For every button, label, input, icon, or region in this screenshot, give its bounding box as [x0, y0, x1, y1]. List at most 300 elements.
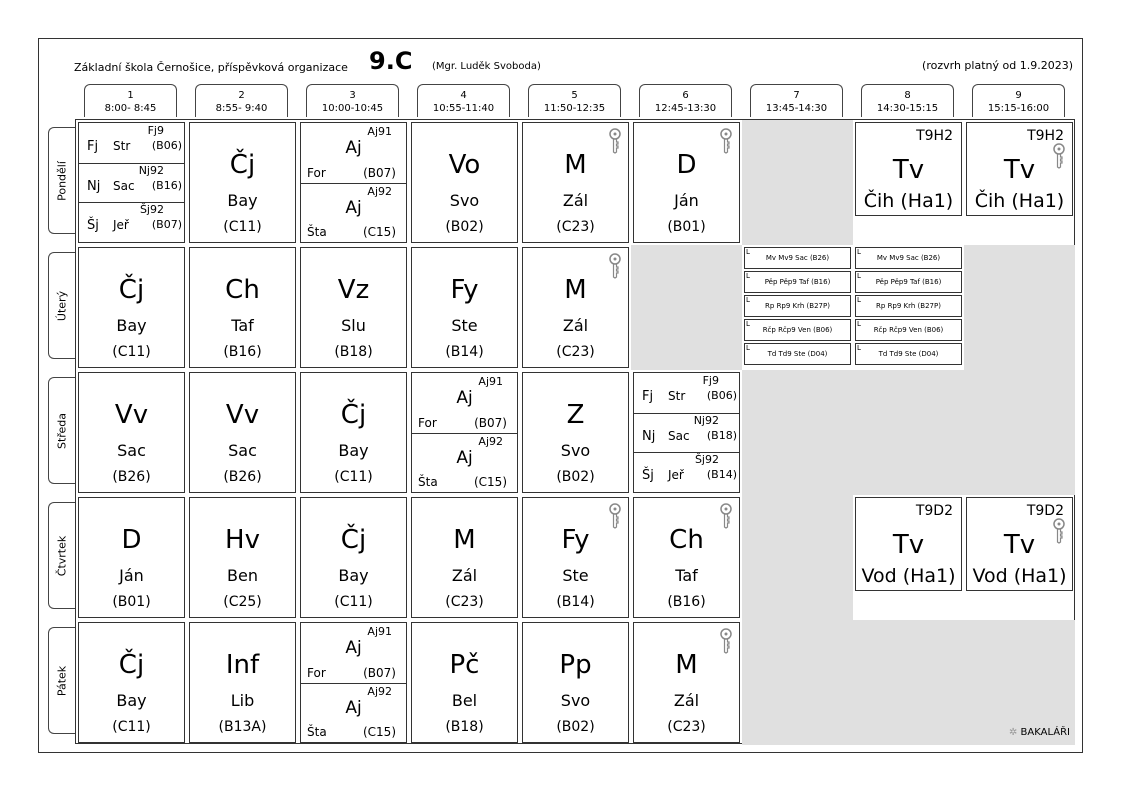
timetable-cell — [298, 120, 409, 245]
lesson-room: (B18) — [445, 719, 484, 735]
lesson-room: (C11) — [112, 719, 151, 735]
group-name: T9H2 — [916, 128, 953, 144]
group-lesson — [301, 623, 406, 684]
school-name: Základní škola Černošice, příspěvková organizace — [74, 61, 348, 74]
group-subject: Fj — [87, 139, 99, 154]
timetable-cell — [187, 245, 298, 370]
period-number: 2 — [238, 90, 245, 101]
lesson-card[interactable] — [633, 122, 740, 243]
timetable-cell — [631, 495, 742, 620]
group-lesson — [79, 202, 184, 242]
lesson-card[interactable] — [411, 622, 518, 743]
timetable-cell — [964, 245, 1075, 370]
bakalari-logo — [1009, 727, 1070, 738]
group-room: (B07) — [363, 165, 396, 180]
group-name: Aj91 — [367, 625, 392, 638]
day-label: Čtvrtek — [55, 535, 69, 576]
lesson-room: (C11) — [223, 219, 262, 235]
day-label: Pátek — [55, 665, 69, 696]
group-teacher: Sac — [113, 178, 135, 193]
lesson-card-tv[interactable] — [966, 497, 1073, 591]
optional-lesson[interactable] — [855, 247, 962, 269]
timetable-cell — [76, 245, 187, 370]
lesson-card-groups[interactable] — [300, 122, 407, 243]
lesson-card[interactable] — [189, 247, 296, 368]
timetable-cell — [742, 245, 853, 370]
lesson-subject: Čj — [118, 275, 145, 305]
day-tab-0 — [48, 127, 75, 234]
lesson-subject: M — [453, 525, 476, 555]
optional-lesson[interactable] — [744, 295, 851, 317]
lesson-card[interactable] — [300, 247, 407, 368]
timetable-cell — [742, 370, 853, 495]
group-name: Aj91 — [367, 125, 392, 138]
group-subject: Nj — [87, 178, 101, 194]
lesson-subject: Inf — [225, 650, 260, 680]
list-marker: L — [746, 248, 750, 256]
lesson-subject: Z — [566, 400, 585, 430]
lesson-teacher: Ján — [119, 566, 144, 585]
timetable-cell — [742, 495, 853, 620]
lesson-card[interactable] — [411, 122, 518, 243]
timetable-cell — [409, 370, 520, 495]
period-number: 1 — [127, 90, 134, 101]
lesson-card[interactable] — [411, 247, 518, 368]
lesson-subject: Čj — [340, 525, 367, 555]
group-subject: Aj — [345, 638, 362, 658]
day-label: Úterý — [55, 290, 69, 321]
group-subject: Šj — [87, 218, 99, 234]
key-icon — [1052, 518, 1066, 544]
period-number: 4 — [460, 90, 467, 101]
group-name: T9D2 — [915, 503, 953, 519]
optional-lesson-text: Mv Mv9 Sac (B26) — [765, 254, 830, 262]
timetable-cell — [853, 495, 964, 620]
group-name: Šj92 — [139, 203, 164, 217]
lesson-subject: Vv — [225, 400, 260, 430]
key-icon — [719, 128, 733, 154]
lesson-subject: Vv — [114, 400, 149, 430]
day-tab-3 — [48, 502, 75, 609]
lesson-teacher: Ste — [562, 566, 589, 585]
day-tab-1 — [48, 252, 75, 359]
list-marker: L — [857, 272, 861, 280]
lesson-teacher: Ján — [674, 191, 699, 210]
lesson-subject: M — [675, 650, 698, 680]
lesson-subject: Čj — [118, 650, 145, 680]
group-teacher: Šta — [307, 725, 327, 739]
group-teacher: Šta — [418, 475, 438, 489]
lesson-card[interactable] — [522, 497, 629, 618]
group-teacher: For — [307, 665, 326, 680]
period-header — [972, 84, 1065, 117]
list-marker: L — [746, 320, 750, 328]
lesson-subject: Tv — [1003, 530, 1036, 560]
lesson-subject: Pč — [449, 650, 480, 680]
group-teacher: Sac — [668, 428, 690, 443]
period-time: 15:15-16:00 — [987, 103, 1050, 114]
period-number: 8 — [904, 90, 911, 101]
period-time: 14:30-15:15 — [876, 103, 939, 114]
group-name: T9D2 — [1026, 503, 1064, 519]
key-icon — [1052, 143, 1066, 169]
timetable-cell — [298, 495, 409, 620]
lesson-teacher: Lib — [230, 691, 255, 710]
lesson-card[interactable] — [522, 247, 629, 368]
group-room: (B16) — [151, 178, 182, 192]
lesson-teacher: Sac — [117, 441, 146, 460]
group-room: (B18) — [706, 428, 737, 442]
group-subject: Aj — [456, 447, 473, 468]
lesson-subject: Čj — [340, 400, 367, 430]
lesson-teacher: Bel — [451, 691, 478, 710]
lesson-subject: Pp — [559, 650, 592, 680]
optional-lessons-list — [855, 247, 962, 367]
lesson-teacher-room: Čih (Ha1) — [863, 190, 954, 212]
group-room: (B07) — [151, 218, 182, 232]
lesson-teacher: Svo — [449, 191, 480, 210]
timetable-cell — [742, 620, 853, 745]
lesson-teacher: Zál — [562, 191, 589, 210]
lesson-subject: Fy — [561, 525, 590, 555]
lesson-subject: Vz — [337, 275, 370, 305]
group-lesson — [79, 123, 184, 164]
timetable-cell — [631, 620, 742, 745]
group-lesson — [634, 452, 739, 492]
group-name: Aj92 — [478, 434, 503, 448]
timetable-cell — [298, 620, 409, 745]
lesson-teacher: Zál — [673, 691, 700, 710]
timetable-cell — [76, 620, 187, 745]
lesson-card[interactable] — [189, 622, 296, 743]
list-marker: L — [857, 320, 861, 328]
group-subject: Fj — [642, 389, 654, 404]
lesson-teacher: Sac — [228, 441, 257, 460]
optional-lesson[interactable] — [855, 271, 962, 293]
group-subject: Aj — [345, 138, 362, 158]
timetable-cell — [520, 370, 631, 495]
timetable-grid — [75, 119, 1075, 744]
timetable-page — [38, 38, 1083, 753]
lesson-card[interactable] — [189, 372, 296, 493]
key-icon — [608, 128, 622, 154]
lesson-card[interactable] — [189, 122, 296, 243]
optional-lesson[interactable] — [855, 319, 962, 341]
lesson-teacher: Slu — [341, 316, 366, 335]
lesson-card[interactable] — [522, 372, 629, 493]
period-time: 8:55- 9:40 — [215, 103, 268, 114]
lesson-room: (B16) — [223, 344, 262, 360]
key-icon — [608, 503, 622, 529]
lesson-card[interactable] — [522, 622, 629, 743]
timetable-cell — [631, 245, 742, 370]
group-lesson — [301, 183, 406, 243]
list-marker: L — [746, 344, 750, 352]
lesson-room: (B16) — [667, 594, 706, 610]
lesson-subject: Tv — [892, 155, 925, 185]
lesson-subject: Tv — [892, 530, 925, 560]
group-lesson — [634, 373, 739, 414]
group-room: (C15) — [362, 725, 396, 739]
lesson-card-tv[interactable] — [855, 122, 962, 216]
lesson-room: (C23) — [667, 719, 706, 735]
optional-lesson[interactable] — [744, 247, 851, 269]
timetable-cell — [964, 370, 1075, 495]
period-number: 6 — [682, 90, 689, 101]
key-icon — [719, 628, 733, 654]
lesson-subject: Tv — [1003, 155, 1036, 185]
day-tab-4 — [48, 627, 75, 734]
lesson-teacher-room: Vod (Ha1) — [861, 565, 956, 587]
lesson-subject: D — [676, 150, 697, 180]
group-subject: Šj — [642, 468, 654, 484]
timetable-cell — [742, 120, 853, 245]
timetable-cell — [964, 120, 1075, 245]
period-header — [84, 84, 177, 117]
timetable-cell — [76, 120, 187, 245]
optional-lesson-text: Pěp Pěp9 Taf (B16) — [764, 278, 831, 286]
timetable-cell — [853, 620, 964, 745]
lesson-card[interactable] — [78, 372, 185, 493]
optional-lesson[interactable] — [744, 343, 851, 365]
optional-lesson-text: Rčp Rčp9 Ven (B06) — [762, 326, 833, 334]
lesson-subject: D — [121, 525, 142, 555]
timetable-cell — [187, 620, 298, 745]
lesson-teacher: Svo — [560, 441, 591, 460]
timetable-cell — [76, 370, 187, 495]
lesson-card[interactable] — [300, 497, 407, 618]
lesson-teacher: Svo — [560, 691, 591, 710]
list-marker: L — [857, 344, 861, 352]
lesson-card-groups[interactable] — [411, 372, 518, 493]
list-marker: L — [746, 296, 750, 304]
lesson-teacher: Zál — [562, 316, 589, 335]
lesson-card-tv[interactable] — [855, 497, 962, 591]
lesson-room: (B26) — [223, 469, 262, 485]
group-room: (B07) — [363, 665, 396, 680]
group-name: Aj92 — [367, 184, 392, 198]
lesson-teacher: Taf — [675, 566, 698, 585]
group-lesson — [634, 413, 739, 454]
lesson-teacher: Bay — [116, 691, 147, 710]
timetable-cell — [187, 495, 298, 620]
lesson-card-groups[interactable] — [300, 622, 407, 743]
timetable-cell — [409, 620, 520, 745]
group-room: (B07) — [474, 415, 507, 430]
lesson-card[interactable] — [78, 497, 185, 618]
period-header — [639, 84, 732, 117]
timetable-cell — [76, 495, 187, 620]
lesson-teacher: Zál — [451, 566, 478, 585]
period-header — [528, 84, 621, 117]
lesson-room: (B18) — [334, 344, 373, 360]
group-subject: Aj — [345, 697, 362, 718]
group-subject: Aj — [345, 197, 362, 218]
lesson-room: (B26) — [112, 469, 151, 485]
group-teacher: Str — [668, 389, 686, 403]
lesson-subject: Vo — [448, 150, 481, 180]
optional-lesson[interactable] — [855, 343, 962, 365]
lesson-card[interactable] — [633, 622, 740, 743]
lesson-teacher-room: Čih (Ha1) — [974, 190, 1065, 212]
lesson-subject: Fy — [450, 275, 479, 305]
lesson-room: (B02) — [556, 719, 595, 735]
logo-text: BAKALÁŘI — [1020, 727, 1070, 738]
optional-lesson-text: Rp Rp9 Krh (B27P) — [765, 302, 830, 310]
lesson-room: (C11) — [112, 344, 151, 360]
group-lesson — [301, 123, 406, 184]
period-time: 10:00-10:45 — [321, 103, 384, 114]
period-time: 10:55-11:40 — [432, 103, 495, 114]
class-teacher: (Mgr. Luděk Svoboda) — [432, 61, 541, 72]
list-marker: L — [857, 296, 861, 304]
lesson-room: (B02) — [556, 469, 595, 485]
lesson-room: (B13A) — [218, 719, 267, 735]
group-lesson — [301, 683, 406, 743]
lesson-teacher: Ste — [451, 316, 478, 335]
lesson-card[interactable] — [633, 497, 740, 618]
period-time: 12:45-13:30 — [654, 103, 717, 114]
key-icon — [608, 253, 622, 279]
lesson-subject: Ch — [225, 275, 260, 305]
list-marker: L — [857, 248, 861, 256]
optional-lesson-text: Td Td9 Ste (D04) — [878, 350, 939, 358]
timetable-cell — [409, 120, 520, 245]
period-header — [306, 84, 399, 117]
period-time: 13:45-14:30 — [765, 103, 828, 114]
lesson-room: (B14) — [445, 344, 484, 360]
lesson-teacher: Ben — [227, 566, 258, 585]
day-tab-2 — [48, 377, 75, 484]
group-name: Aj92 — [367, 684, 392, 698]
timetable-cell — [853, 370, 964, 495]
timetable-cell — [187, 120, 298, 245]
lesson-teacher: Bay — [227, 191, 258, 210]
group-subject: Aj — [456, 388, 473, 408]
lesson-room: (C23) — [556, 219, 595, 235]
lesson-room: (C23) — [556, 344, 595, 360]
period-header — [417, 84, 510, 117]
group-name: Nj92 — [138, 163, 164, 177]
lesson-subject: M — [564, 275, 587, 305]
lesson-card[interactable] — [78, 247, 185, 368]
lesson-subject: M — [564, 150, 587, 180]
timetable-cell — [298, 370, 409, 495]
timetable-cell — [853, 245, 964, 370]
period-header — [861, 84, 954, 117]
timetable-cell — [631, 370, 742, 495]
optional-lesson[interactable] — [744, 271, 851, 293]
group-room: (B14) — [706, 468, 737, 482]
optional-lesson-text: Mv Mv9 Sac (B26) — [876, 254, 941, 262]
timetable-cell — [520, 245, 631, 370]
period-time: 11:50-12:35 — [543, 103, 606, 114]
period-number: 7 — [793, 90, 800, 101]
group-name: Nj92 — [693, 413, 719, 427]
lesson-card[interactable] — [522, 122, 629, 243]
day-label: Středa — [55, 412, 69, 449]
timetable-cell — [298, 245, 409, 370]
lesson-subject: Čj — [229, 150, 256, 180]
group-name: Šj92 — [694, 453, 719, 467]
timetable-cell — [409, 495, 520, 620]
lesson-room: (C23) — [445, 594, 484, 610]
lesson-subject: Ch — [669, 525, 704, 555]
lesson-teacher-room: Vod (Ha1) — [972, 565, 1067, 587]
optional-lesson-text: Rčp Rčp9 Ven (B06) — [873, 326, 944, 334]
timetable-cell — [520, 120, 631, 245]
validity-note: (rozvrh platný od 1.9.2023) — [922, 59, 1073, 72]
lesson-card-tv[interactable] — [966, 122, 1073, 216]
group-teacher: For — [307, 165, 326, 180]
group-room: (C15) — [473, 475, 507, 489]
optional-lesson[interactable] — [744, 319, 851, 341]
timetable-cell — [853, 120, 964, 245]
class-name: 9.C — [369, 47, 413, 75]
lesson-room: (B01) — [667, 219, 706, 235]
period-header — [195, 84, 288, 117]
group-lesson — [412, 433, 517, 493]
group-teacher: Jeř — [113, 218, 129, 233]
optional-lesson-text: Rp Rp9 Krh (B27P) — [876, 302, 941, 310]
optional-lesson-text: Td Td9 Ste (D04) — [767, 350, 828, 358]
list-marker: L — [746, 272, 750, 280]
lesson-room: (B14) — [556, 594, 595, 610]
lesson-card[interactable] — [189, 497, 296, 618]
lesson-room: (C11) — [334, 469, 373, 485]
group-lesson — [412, 373, 517, 434]
period-header — [750, 84, 843, 117]
timetable-cell — [520, 495, 631, 620]
lesson-teacher: Taf — [231, 316, 254, 335]
timetable-cell — [631, 120, 742, 245]
timetable-cell — [520, 620, 631, 745]
timetable-cell — [409, 245, 520, 370]
lesson-subject: Hv — [225, 525, 260, 555]
lesson-room: (C11) — [334, 594, 373, 610]
group-subject: Nj — [642, 428, 656, 444]
group-room: (B06) — [151, 139, 182, 152]
day-label: Pondělí — [55, 160, 69, 201]
lesson-card[interactable] — [300, 372, 407, 493]
group-teacher: For — [418, 415, 437, 430]
group-name: T9H2 — [1027, 128, 1064, 144]
lesson-room: (B01) — [112, 594, 151, 610]
group-teacher: Str — [113, 139, 131, 153]
optional-lesson-text: Pěp Pěp9 Taf (B16) — [875, 278, 942, 286]
lesson-teacher: Bay — [338, 566, 369, 585]
group-name: Aj91 — [478, 375, 503, 388]
group-teacher: Jeř — [668, 468, 684, 483]
bakalari-logo-icon: ✲ — [1008, 727, 1018, 738]
group-teacher: Šta — [307, 225, 327, 239]
optional-lesson[interactable] — [855, 295, 962, 317]
timetable-cell — [964, 495, 1075, 620]
lesson-card-groups[interactable] — [633, 372, 740, 493]
lesson-card[interactable] — [411, 497, 518, 618]
group-lesson — [79, 163, 184, 204]
group-room: (B06) — [706, 389, 737, 402]
lesson-card-groups[interactable] — [78, 122, 185, 243]
lesson-room: (B02) — [445, 219, 484, 235]
lesson-teacher: Bay — [116, 316, 147, 335]
period-number: 3 — [349, 90, 356, 101]
lesson-card[interactable] — [78, 622, 185, 743]
period-time: 8:00- 8:45 — [104, 103, 157, 114]
key-icon — [719, 503, 733, 529]
optional-lessons-list — [744, 247, 851, 367]
group-name: Fj9 — [147, 124, 164, 137]
